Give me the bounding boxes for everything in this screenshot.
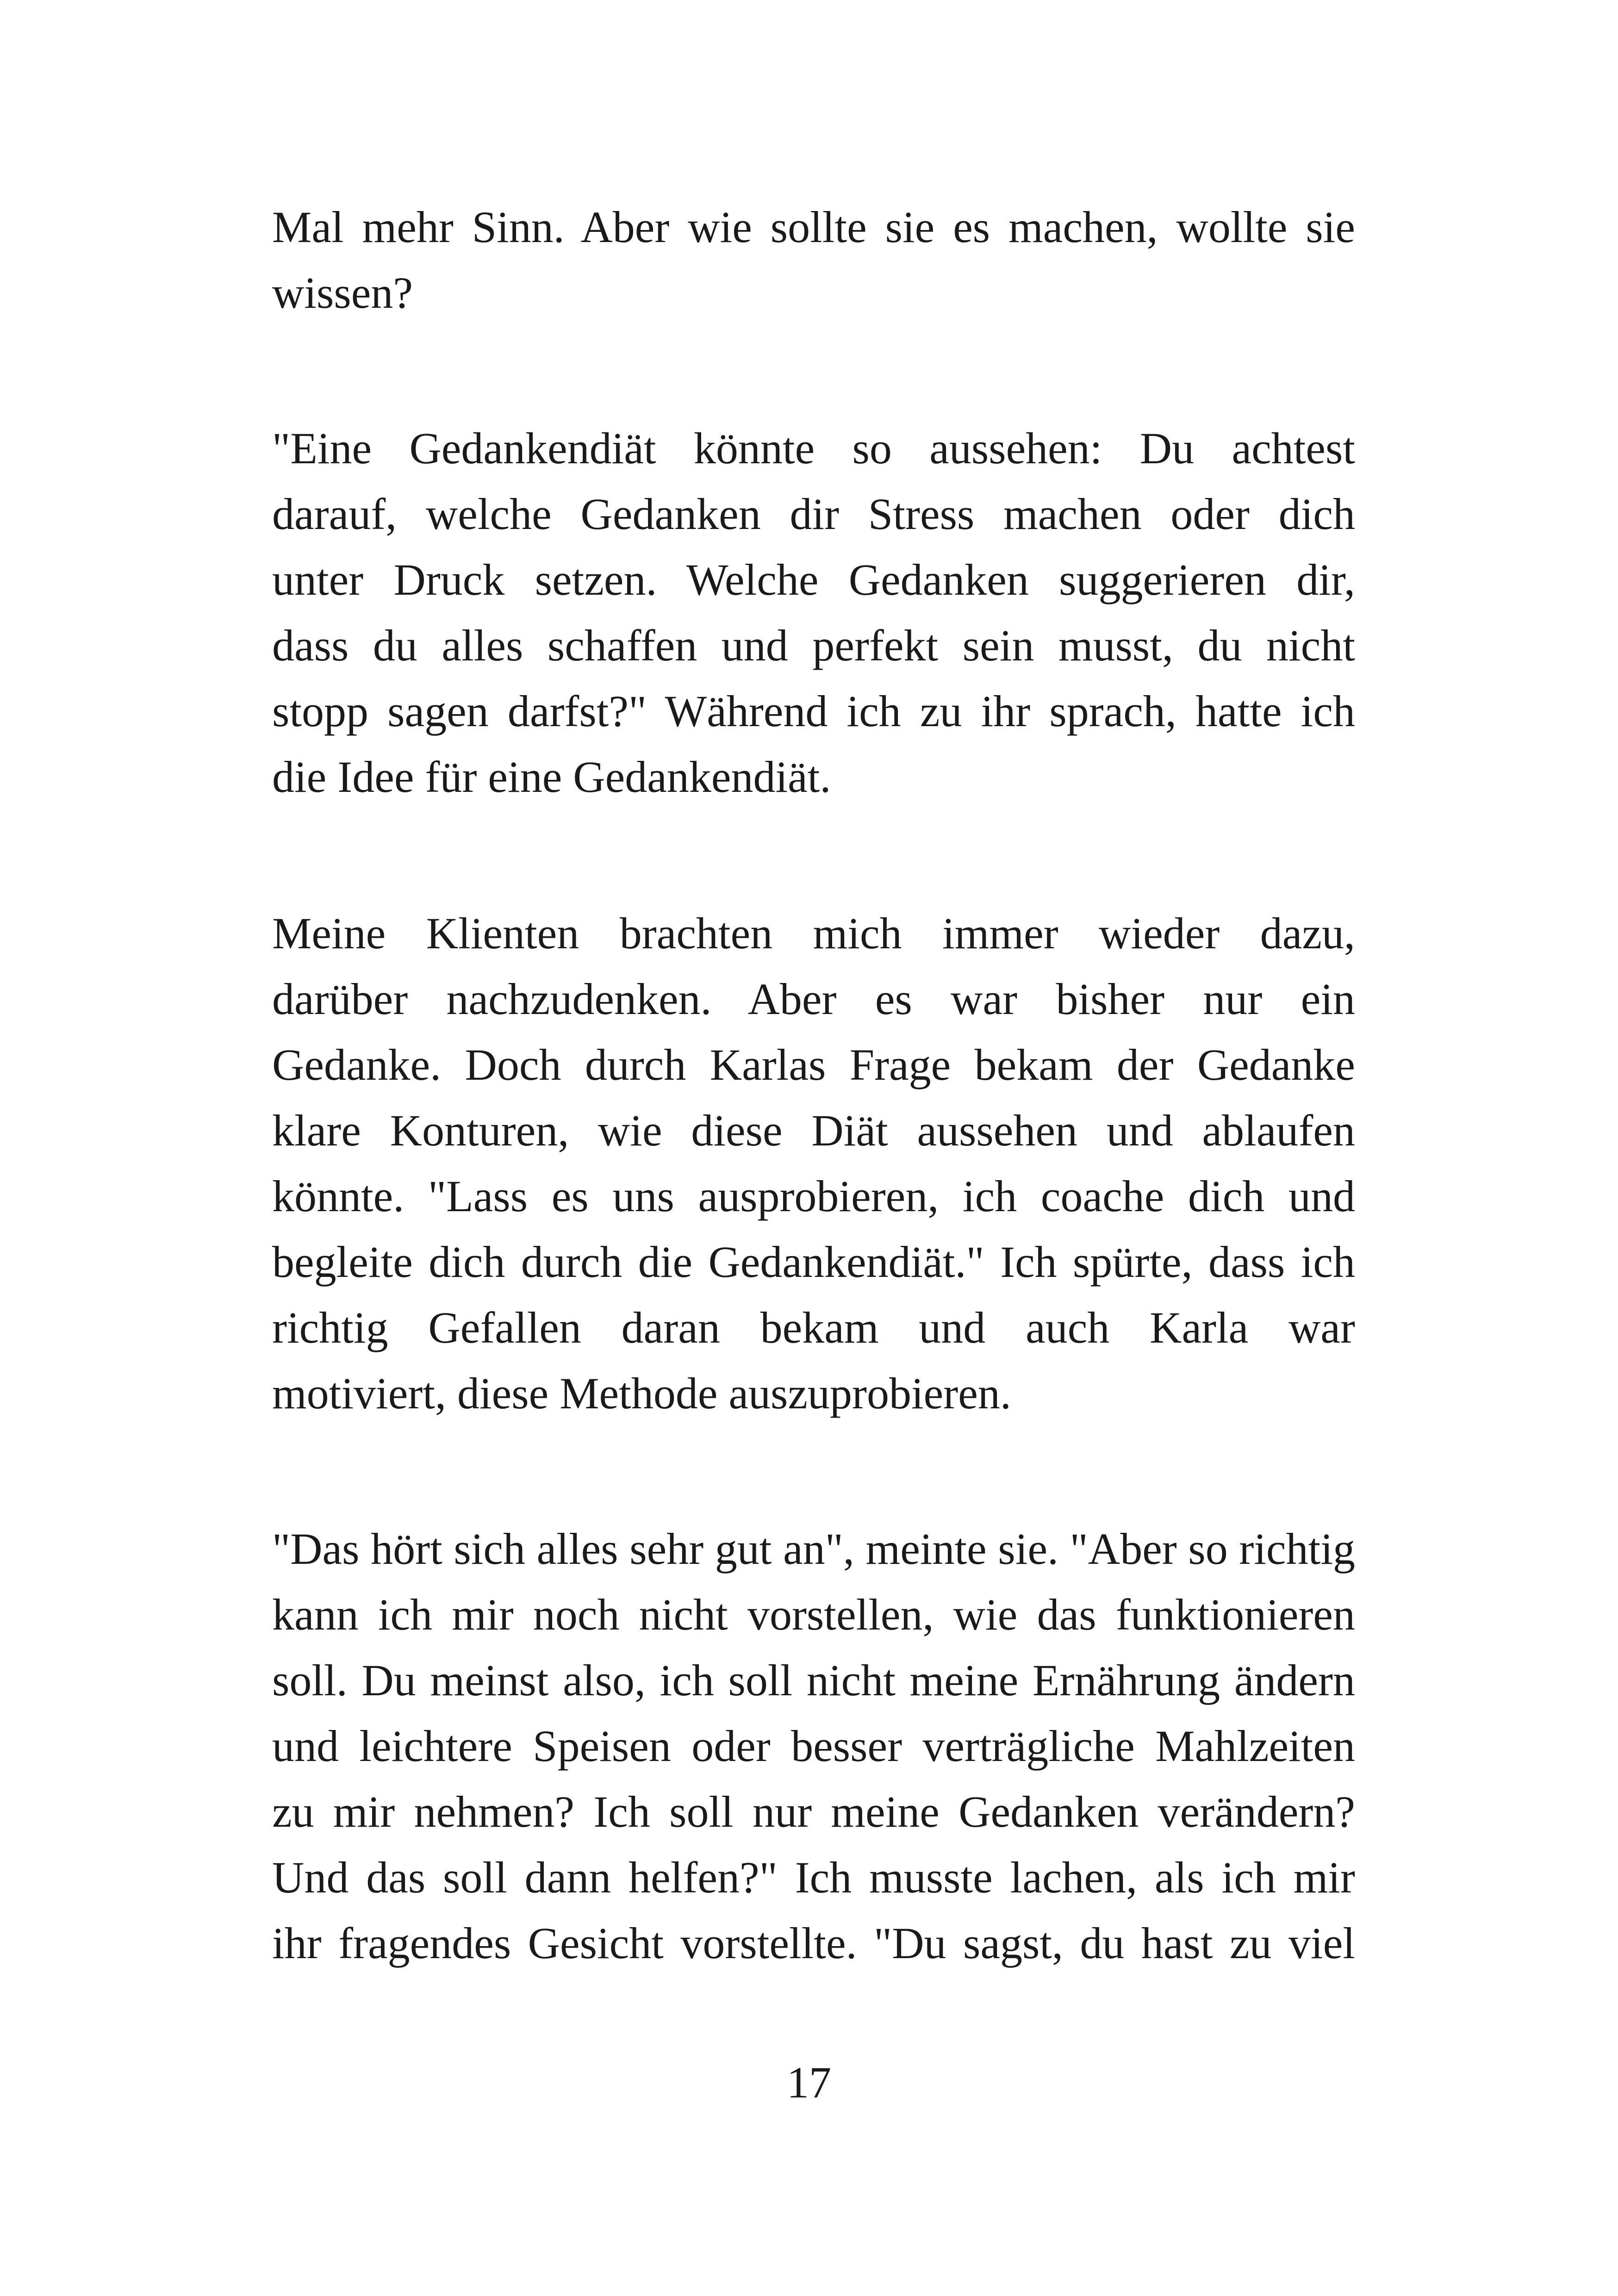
paragraph-line: und leichtere Speisen oder besser verträgliche Mahlzeiten [272, 1721, 1355, 1771]
paragraph-line: darüber nachzudenken. Aber es war bisher nur ein [272, 974, 1355, 1024]
paragraph-4 [272, 1516, 1355, 1976]
paragraph-line: wissen? [272, 268, 413, 317]
paragraph-1 [272, 194, 1355, 326]
paragraph-line: motiviert, diese Methode auszuprobieren. [272, 1369, 1011, 1418]
paragraph-line: unter Druck setzen. Welche Gedanken suggerieren dir, [272, 555, 1355, 604]
paragraph-line: zu mir nehmen? Ich soll nur meine Gedanken verändern? [272, 1787, 1355, 1836]
paragraph-line: die Idee für eine Gedankendiät. [272, 752, 831, 802]
paragraph-line: ihr fragendes Gesicht vorstellte. "Du sagst, du hast zu viel [272, 1918, 1355, 1968]
paragraph-line: darauf, welche Gedanken dir Stress machen oder dich [272, 489, 1355, 539]
paragraph-line: richtig Gefallen daran bekam und auch Karla war [272, 1303, 1355, 1352]
paragraph-line: kann ich mir noch nicht vorstellen, wie das funktionieren [272, 1590, 1355, 1639]
page-number: 17 [787, 2058, 831, 2107]
paragraph-line: dass du alles schaffen und perfekt sein musst, du nicht [272, 621, 1355, 670]
paragraph-line: klare Konturen, wie diese Diät aussehen und ablaufen [272, 1106, 1355, 1155]
paragraph-line: Gedanke. Doch durch Karlas Frage bekam der Gedanke [272, 1040, 1355, 1089]
paragraph-line: Und das soll dann helfen?" Ich musste lachen, als ich mir [272, 1853, 1355, 1902]
paragraph-line: "Das hört sich alles sehr gut an", meinte sie. "Aber so richtig [272, 1524, 1355, 1574]
paragraph-2 [272, 416, 1355, 810]
paragraph-3 [272, 901, 1355, 1426]
paragraph-line: soll. Du meinst also, ich soll nicht meine Ernährung ändern [272, 1655, 1355, 1705]
paragraph-line: Meine Klienten brachten mich immer wieder dazu, [272, 908, 1355, 958]
paragraph-line: Mal mehr Sinn. Aber wie sollte sie es machen, wollte sie [272, 202, 1355, 252]
paragraph-line: stopp sagen darfst?" Während ich zu ihr sprach, hatte ich [272, 686, 1355, 736]
paragraph-line: begleite dich durch die Gedankendiät." Ich spürte, dass ich [272, 1237, 1355, 1287]
paragraph-line: "Eine Gedankendiät könnte so aussehen: Du achtest [272, 423, 1355, 473]
paragraph-line: könnte. "Lass es uns ausprobieren, ich coache dich und [272, 1171, 1355, 1221]
